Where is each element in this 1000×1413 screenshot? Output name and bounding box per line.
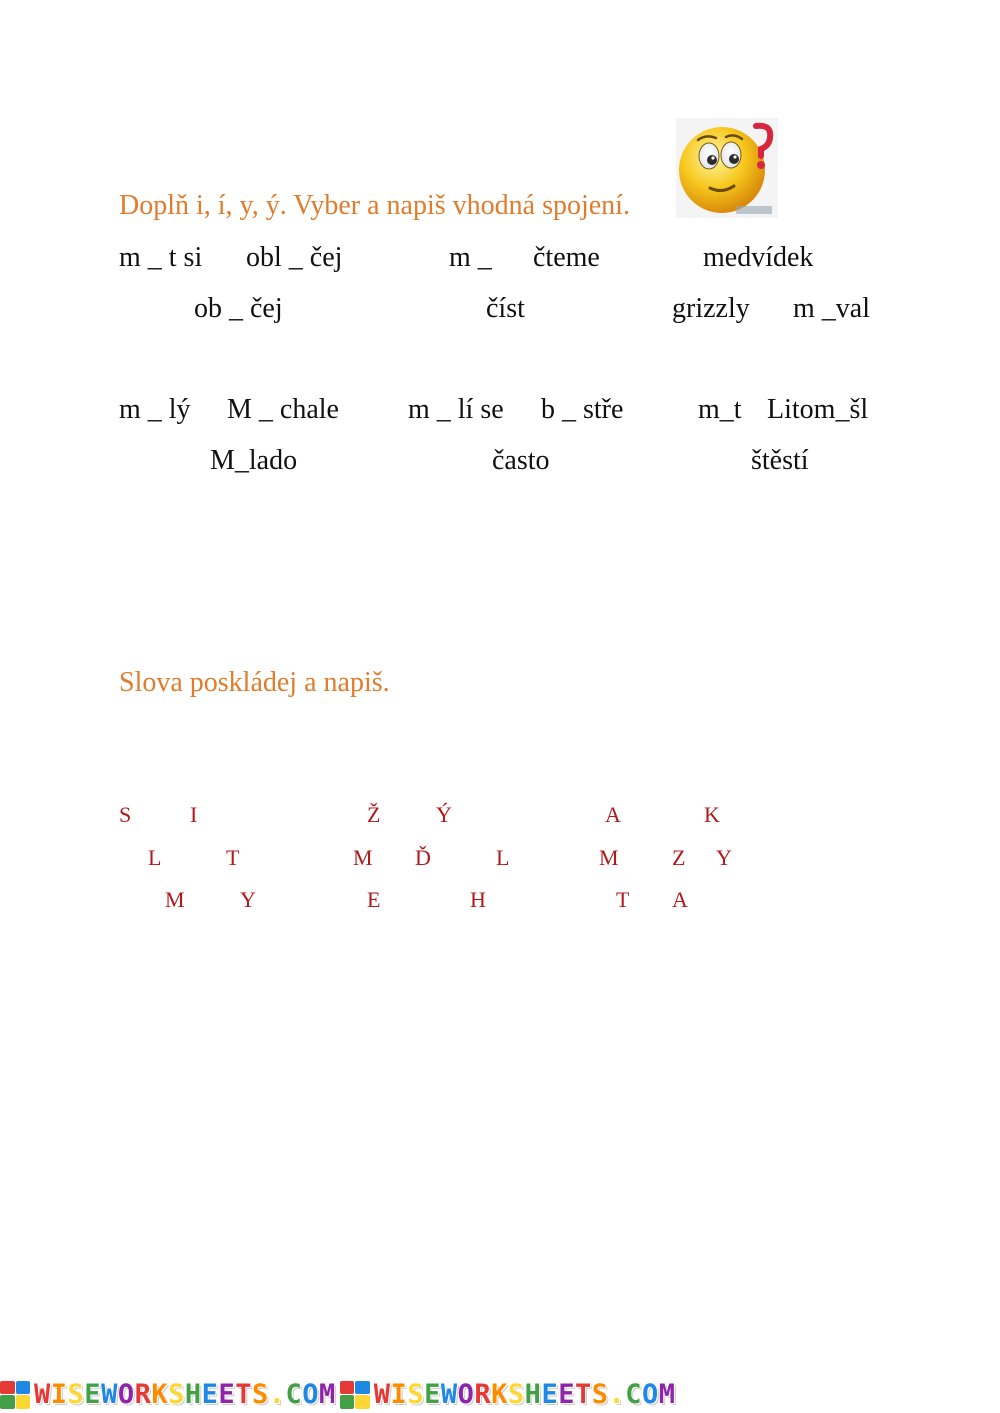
letter-item: H [470, 887, 486, 912]
word-item: m _ lí se [408, 394, 504, 425]
letter-item: S [119, 802, 132, 827]
letter-item: T [226, 845, 240, 870]
thinking-face-icon [676, 118, 778, 218]
word-item: často [492, 445, 550, 476]
letter-item: T [616, 887, 630, 912]
word-item: M_lado [210, 445, 298, 476]
word-item: m _ lý [119, 394, 191, 425]
word-item: ob _ čej [194, 293, 283, 324]
word-item: grizzly [672, 293, 750, 324]
word-item: medvídek [703, 242, 814, 273]
word-item: m _ t si [119, 242, 203, 273]
letter-item: L [496, 845, 510, 870]
word-item: štěstí [751, 445, 809, 476]
letter-item: M [165, 887, 185, 912]
letter-item: M [599, 845, 619, 870]
word-item: Litom_šl [767, 394, 869, 425]
letter-item: K [704, 802, 720, 827]
exercise-1-heading: Doplň i, í, y, ý. Vyber a napiš vhodná spojení. [119, 190, 630, 221]
brand-logo [340, 1379, 676, 1410]
letter-item: L [148, 845, 162, 870]
brand-logo-icon [0, 1381, 30, 1409]
letter-item: Ď [415, 845, 431, 870]
brand-text: WISEWORKSHEETS.COM [34, 1379, 336, 1410]
word-item: m _val [793, 293, 870, 324]
letter-item: A [605, 802, 621, 827]
letter-item: A [672, 887, 688, 912]
letter-item: Y [716, 845, 732, 870]
letter-item: Z [672, 845, 686, 870]
word-item: obl _ čej [246, 242, 343, 273]
word-item: m _ [449, 242, 492, 273]
brand-text: WISEWORKSHEETS.COM [373, 1379, 676, 1410]
letter-item: Ž [367, 802, 381, 827]
word-item: b _ stře [541, 394, 624, 425]
letter-item: I [190, 802, 198, 827]
footer-watermark [0, 1376, 1000, 1413]
letter-item: E [367, 887, 381, 912]
letter-item: Ý [436, 802, 452, 827]
exercise-2-heading: Slova poskládej a napiš. [119, 667, 390, 698]
word-item: m_t [698, 394, 742, 425]
word-item: čteme [533, 242, 600, 273]
brand-logo [0, 1379, 336, 1410]
letter-item: M [353, 845, 373, 870]
word-item: M _ chale [227, 394, 339, 425]
letter-item: Y [240, 887, 256, 912]
word-item: číst [486, 293, 525, 324]
brand-logo-icon [340, 1381, 370, 1409]
